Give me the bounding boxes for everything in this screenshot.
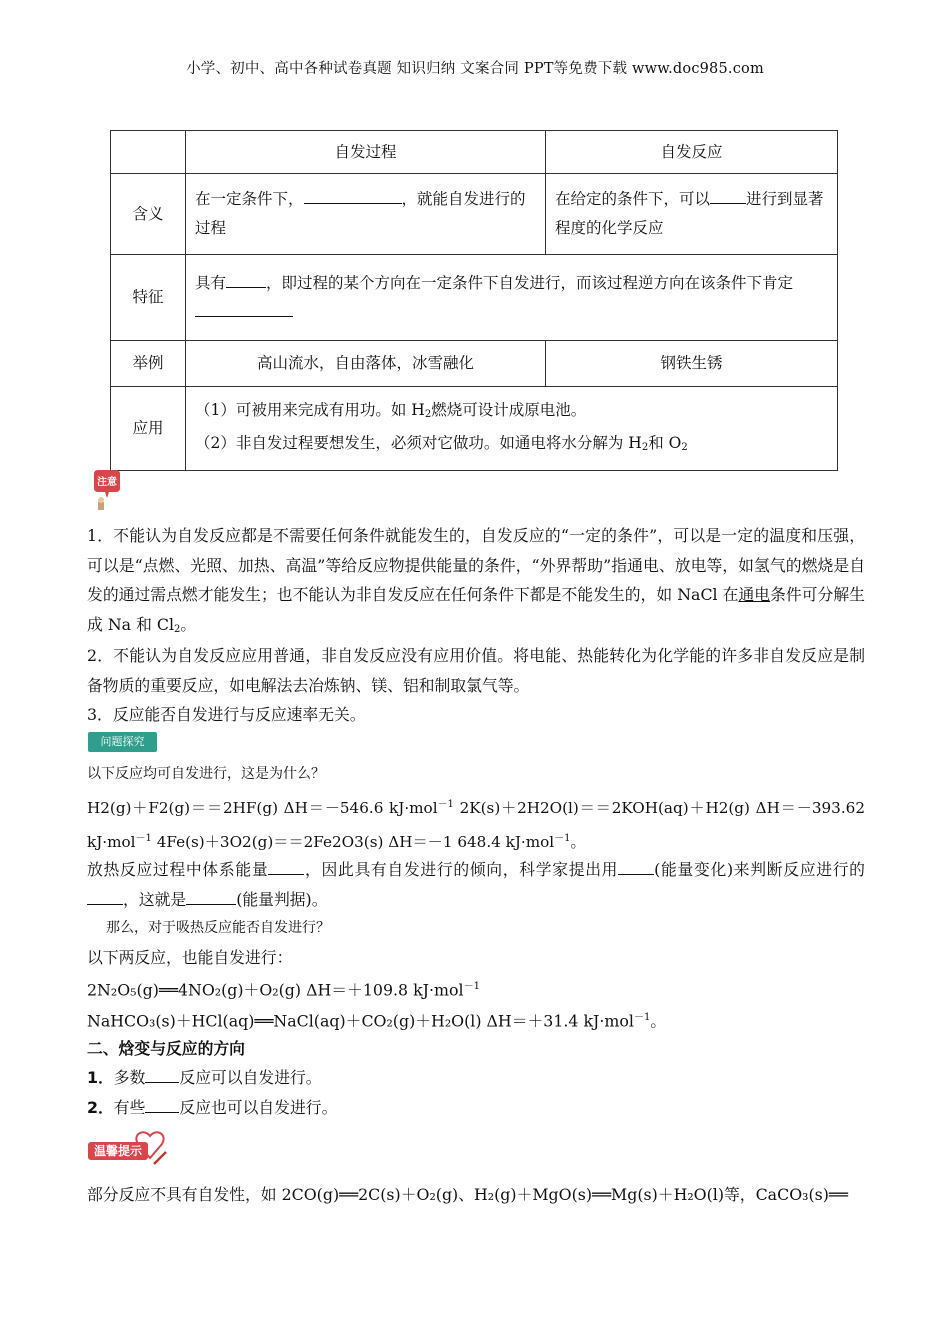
page-header: 小学、初中、高中各种试卷真题 知识归纳 文案合同 PPT等免费下载 www.doc985.com: [186, 61, 764, 77]
meaning-process-cell: 在一定条件下， ，就能自发进行的过程: [186, 174, 546, 255]
endothermic-question: 那么，对于吸热反应能否自发进行？: [106, 920, 330, 936]
row-label-meaning: 含义: [111, 174, 186, 255]
row-label-feature: 特征: [111, 255, 186, 341]
inquiry-equations: H2(g)＋F2(g)＝＝2HF(g) ΔH＝－546.6 kJ·mol$^{-1}$ 2K(s)＋2H2O(l)＝＝2KOH(aq)＋H2(g) ΔH＝－393.62 kJ·mol$^{-1}$ 4Fe(s)＋3O2(g)＝＝2Fe2O3(s) ΔH＝－1 648.4 kJ·mol$^{-1}$。: [87, 799, 866, 851]
reaction-1: 2N₂O₅(g)══4NO₂(g)＋O₂(g) ΔH＝＋109.8 kJ·mol$^{-1}$: [87, 980, 480, 1000]
example-reaction-cell: 钢铁生锈: [546, 341, 838, 387]
answer-blank[interactable]: [195, 300, 293, 317]
tip-paragraph: 部分反应不具有自发性，如 2CO(g)══2C(s)＋O₂(g)、H₂(g)＋MgO(s)══Mg(s)＋H₂O(l)等，CaCO₃(s)══: [87, 1185, 848, 1204]
answer-blank[interactable]: [226, 271, 266, 288]
meaning-reaction-cell: 在给定的条件下，可以 进行到显著程度的化学反应: [546, 174, 838, 255]
tip-icon: [88, 1130, 172, 1170]
answer-blank[interactable]: [145, 1066, 179, 1083]
table-corner-cell: [111, 131, 186, 174]
endothermic-intro: 以下两反应，也能自发进行：: [87, 948, 293, 967]
reaction-2: NaHCO₃(s)＋HCl(aq)══NaCl(aq)＋CO₂(g)＋H₂O(l) ΔH＝＋31.4 kJ·mol$^{-1}$。: [87, 1011, 667, 1031]
header-spontaneous-process: 自发过程: [186, 131, 546, 174]
section-2-item-1: 1．多数 反应可以自发进行。: [87, 1068, 322, 1087]
answer-blank[interactable]: [145, 1096, 179, 1113]
section-2-item-2: 2．有些 反应也可以自发进行。: [87, 1098, 338, 1117]
svg-text:注意: 注意: [97, 477, 117, 488]
application-line-2: （2）非自发过程要想发生，必须对它做功。如通电将水分解为 $H_2$和 $O_2$: [195, 433, 688, 453]
answer-blank[interactable]: [304, 187, 402, 204]
answer-blank[interactable]: [268, 858, 304, 875]
answer-blank[interactable]: [710, 187, 746, 204]
exothermic-explanation: 放热反应过程中体系能量 ，因此具有自发进行的倾向，科学家提出用 (能量变化)来判断反应进行的，这就是 (能量判据)。: [87, 860, 865, 909]
answer-blank[interactable]: [618, 858, 654, 875]
row-label-application: 应用: [111, 387, 186, 471]
svg-text:温馨提示: 温馨提示: [93, 1144, 143, 1158]
notice-icon: [90, 468, 124, 512]
notice-paragraph-3: 3．反应能否自发进行与反应速率无关。: [87, 705, 366, 724]
application-cell: [186, 387, 838, 471]
example-process-cell: 高山流水，自由落体，冰雪融化: [186, 341, 546, 387]
inquiry-tag: 问题探究: [88, 732, 157, 752]
feature-cell: 具有 ，即过程的某个方向在一定条件下自发进行，而该过程逆方向在该条件下肯定: [186, 255, 838, 341]
answer-blank[interactable]: [87, 888, 123, 905]
inquiry-question: 以下反应均可自发进行，这是为什么？: [87, 766, 325, 782]
section-2-title: 二、焓变与反应的方向: [87, 1039, 245, 1058]
notice-paragraph-2: 2．不能认为自发反应应用普通，非自发反应没有应用价值。将电能、热能转化为化学能的许多非自发反应是制备物质的重要反应，如电解法去冶炼钠、镁、铝和制取氯气等。: [87, 646, 865, 695]
comparison-table: [110, 130, 838, 471]
row-label-example: 举例: [111, 341, 186, 387]
notice-paragraph-1: 1．不能认为自发反应都是不需要任何条件就能发生的，自发反应的“一定的条件”，可以是一定的温度和压强，可以是“点燃、光照、加热、高温”等给反应物提供能量的条件，“外界帮助”指通电、放电等，如氢气的燃烧是自发的通过需点燃才能发生；也不能认为非自发反应在任何条件下都是不能发生的，如 NaCl 在通电条件可分解生成 Na 和 $Cl_2$。: [87, 526, 865, 635]
application-line-1: （1）可被用来完成有用功。如 $H_2$燃烧可设计成原电池。: [195, 400, 587, 420]
answer-blank[interactable]: [186, 888, 236, 905]
header-spontaneous-reaction: 自发反应: [546, 131, 838, 174]
